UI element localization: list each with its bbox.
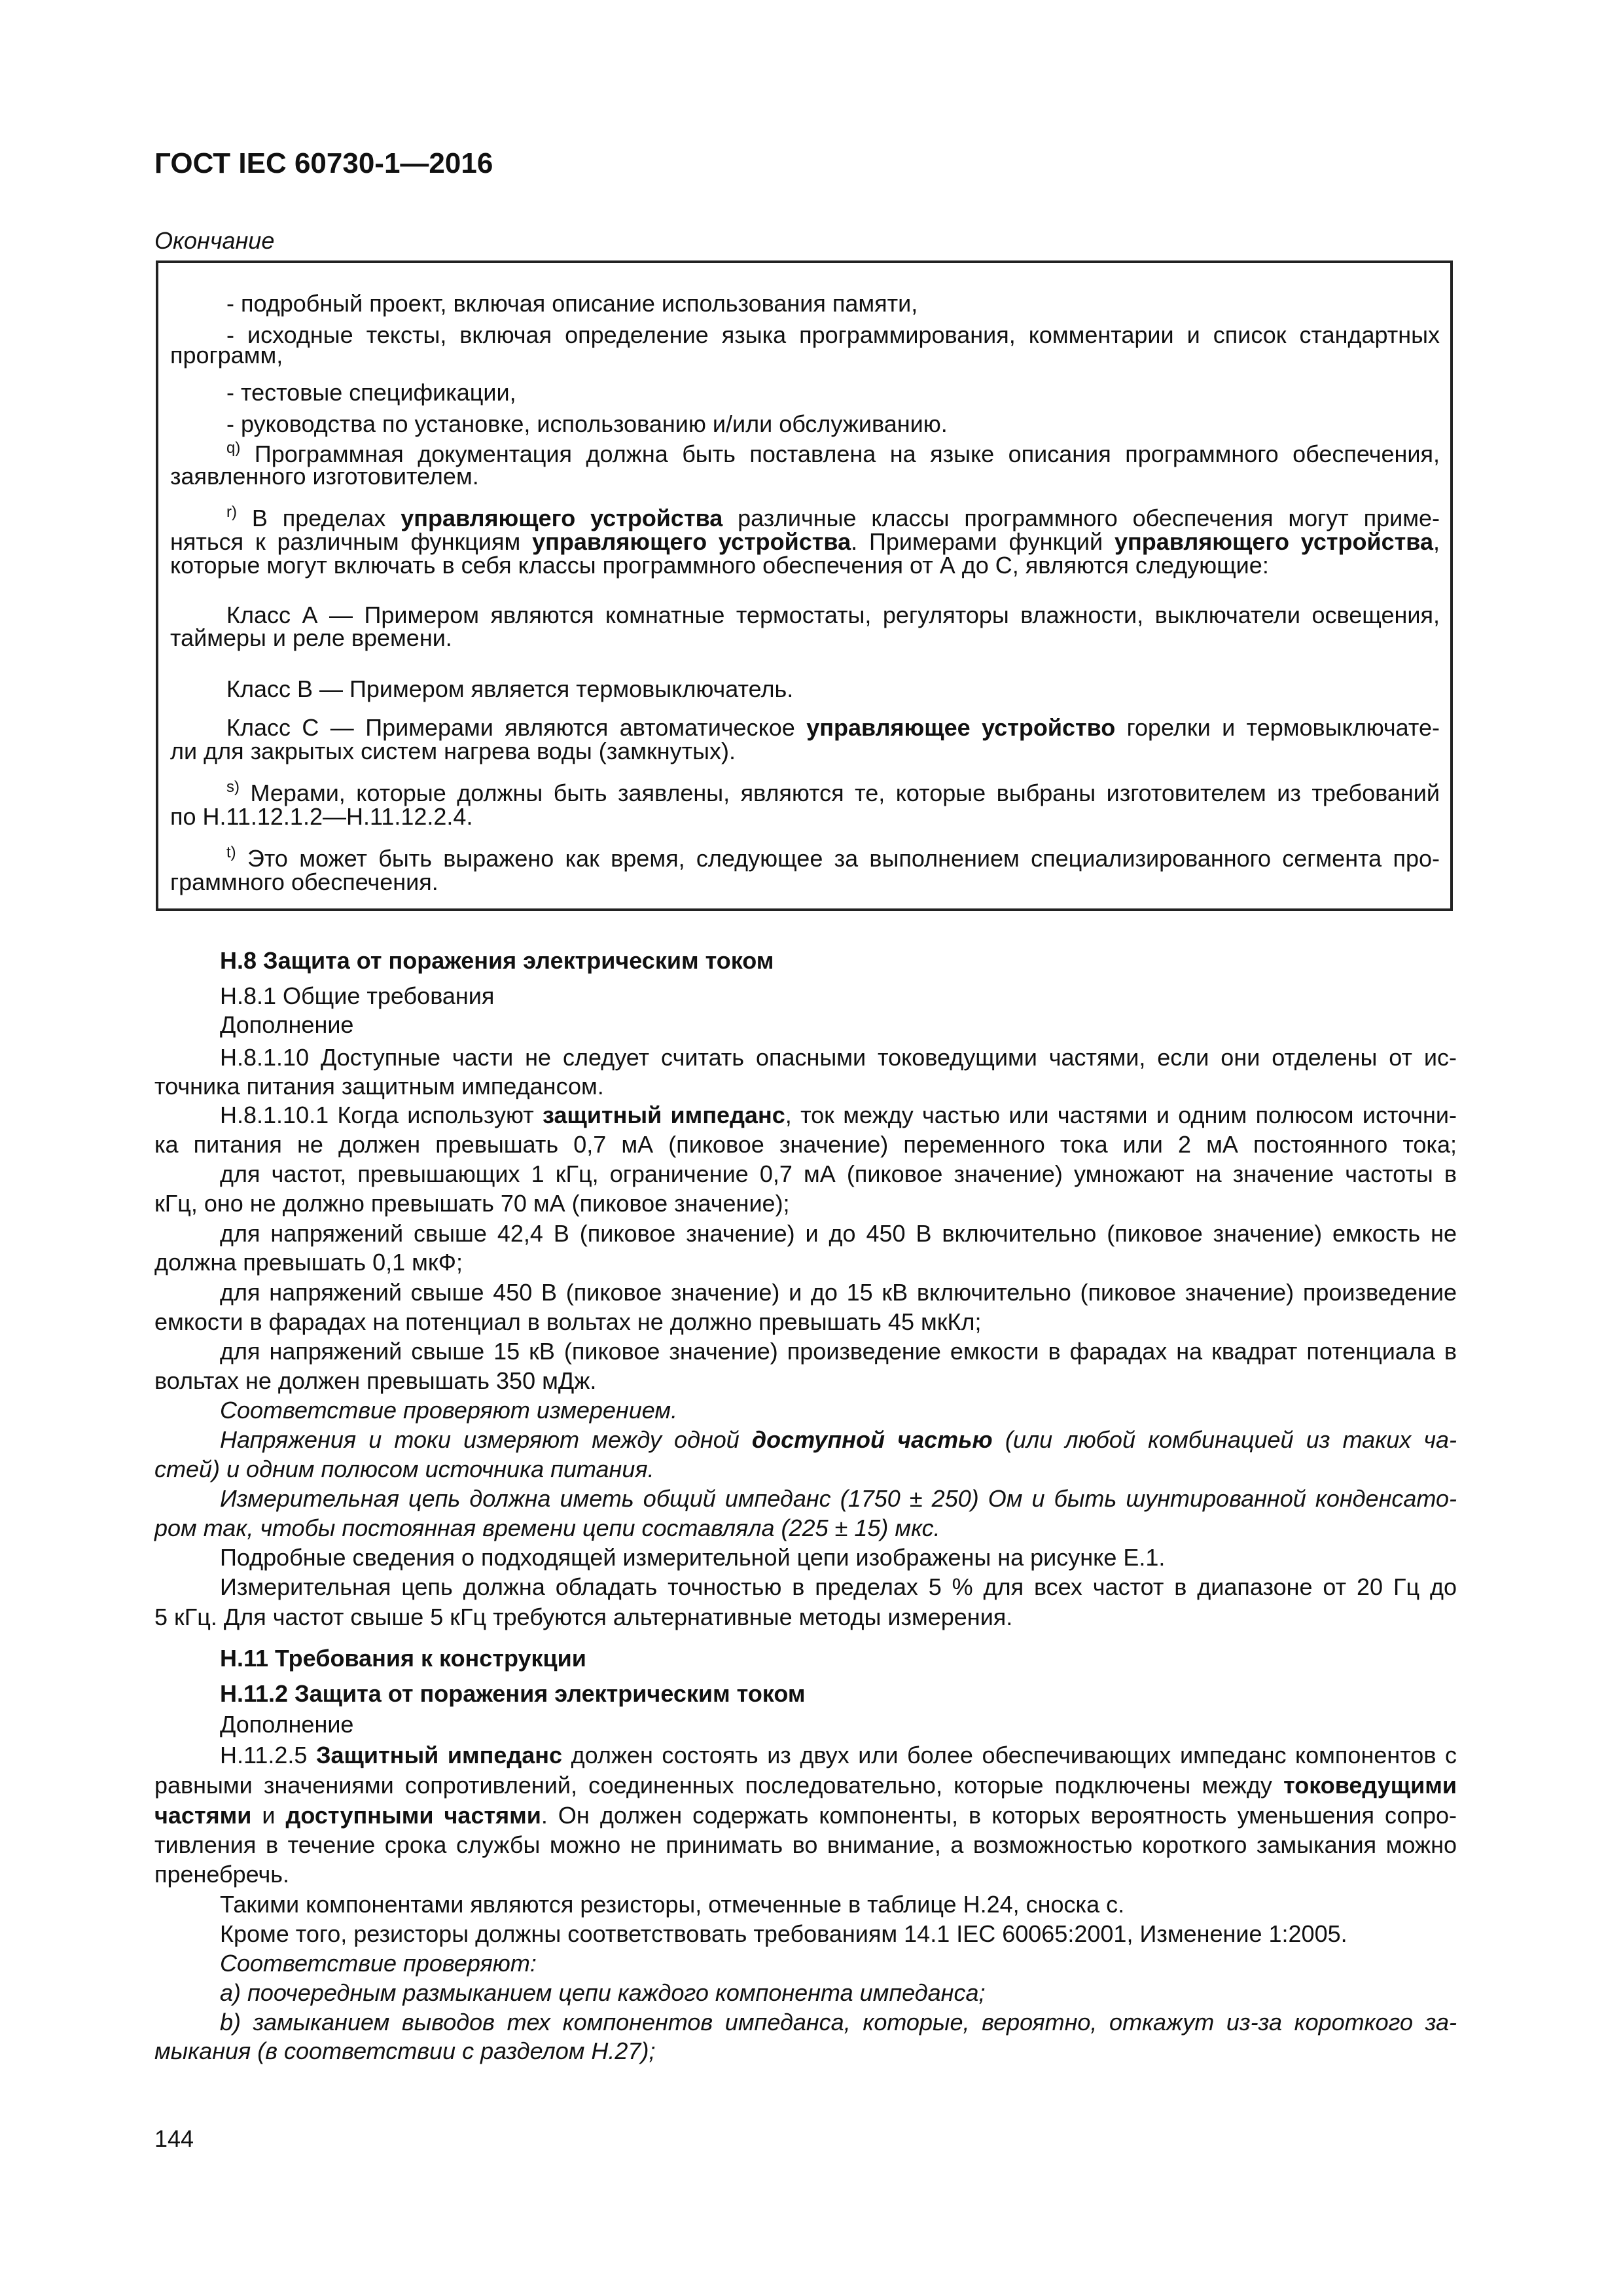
body-line-12: емкости в фарадах на потенциал в вольтах не должно превышать 45 мкКл; <box>154 1308 982 1335</box>
defined-term: частями <box>154 1802 252 1829</box>
body-line-35: b) замыканием выводов тех компонентов импеданса, которые, вероятно, откажут из-за короткого за- <box>220 2009 1457 2036</box>
body-line-19: ром так, чтобы постоянная времени цепи составляла (225 ± 15) мкс. <box>154 1515 940 1541</box>
body-line-34: а) поочередным размыканием цепи каждого компонента импеданса; <box>220 1979 986 2006</box>
text-run: , ток между частью или частями и одним полюсом источни- <box>785 1102 1457 1128</box>
footnote-line-6: заявленного изготовителем. <box>170 463 479 490</box>
body-line-7: для частот, превышающих 1 кГц, ограничение 0,7 мА (пиковое значение) умножают на значение частоты в <box>220 1160 1457 1187</box>
body-line-4: точника питания защитным импедансом. <box>154 1073 604 1100</box>
defined-term: защитный импеданс <box>543 1102 785 1128</box>
text-run: , <box>1433 528 1440 555</box>
footnote-line-9: которые могут включать в себя классы программного обеспечения от А до С, являются следующие: <box>170 552 1269 579</box>
defined-term: управляющего устройства <box>532 528 851 555</box>
footnote-line-12: Класс В — Примером является термовыключатель. <box>226 675 794 702</box>
body-line-6: ка питания не должен превышать 0,7 мА (пиковое значение) переменного тока или 2 мА постоянного тока; <box>154 1131 1457 1158</box>
text-run: должен состоять из двух или более обеспечивающих импеданс компонентов с <box>562 1742 1457 1768</box>
page-number: 144 <box>154 2125 194 2152</box>
footnote-line-10: Класс А — Примером являются комнатные термостаты, регуляторы влажности, выключатели освещения, <box>226 601 1440 628</box>
footnote-line-2: программ, <box>170 342 283 368</box>
footnote-marker: s) <box>226 778 240 796</box>
body-line-36: мыкания (в соответствии с разделом Н.27); <box>154 2037 656 2064</box>
footnote-line-0: - подробный проект, включая описание использования памяти, <box>226 290 918 317</box>
body-line-1: Н.8.1 Общие требования <box>220 982 495 1009</box>
footnote-line-1: - исходные тексты, включая определение языка программирования, комментарии и список стандартных <box>226 321 1440 348</box>
body-line-28 <box>154 1801 1457 1830</box>
text-run: (или любой комбинацией из таких ча- <box>992 1426 1457 1453</box>
text-run: В пределах <box>236 505 401 531</box>
defined-term: управляющее устройство <box>806 714 1116 741</box>
footnote-marker: q) <box>226 439 241 457</box>
text-run: Н.11.2.5 <box>220 1742 316 1768</box>
body-line-24: Н.11.2 Защита от поражения электрическим током <box>220 1680 806 1707</box>
footnote-line-11: таймеры и реле времени. <box>170 624 452 651</box>
footnote-line-16: по Н.11.12.1.2—Н.11.12.2.4. <box>170 803 473 830</box>
body-line-22: 5 кГц. Для частот свыше 5 кГц требуются альтернативные методы измерения. <box>154 1604 1013 1630</box>
footnote-line-3: - тестовые спецификации, <box>226 379 516 406</box>
body-line-10: должна превышать 0,1 мкФ; <box>154 1249 463 1276</box>
body-line-25: Дополнение <box>220 1711 354 1738</box>
text-run: горелки и термовыключате- <box>1115 714 1440 741</box>
body-line-30: пренебречь. <box>154 1861 290 1888</box>
text-run: различные классы программного обеспечения могут приме- <box>722 505 1440 531</box>
text-run: и <box>251 1802 286 1829</box>
body-line-9: для напряжений свыше 42,4 В (пиковое значение) и до 450 В включительно (пиковое значение) емкость не <box>220 1220 1457 1247</box>
body-line-14: вольтах не должен превышать 350 мДж. <box>154 1367 597 1394</box>
footnote-line-4: - руководства по установке, использованию и/или обслуживанию. <box>226 410 948 437</box>
body-line-5 <box>220 1101 1457 1130</box>
body-line-17: стей) и одним полюсом источника питания. <box>154 1456 654 1482</box>
body-line-2: Дополнение <box>220 1011 354 1038</box>
defined-term: токоведущими <box>1283 1772 1457 1799</box>
body-line-0: Н.8 Защита от поражения электрическим током <box>220 947 774 974</box>
text-run: Напряжения и токи измеряют между одной <box>220 1426 752 1453</box>
body-line-8: кГц, оно не должно превышать 70 мА (пиковое значение); <box>154 1190 790 1217</box>
body-line-13: для напряжений свыше 15 кВ (пиковое значение) произведение емкости в фарадах на квадрат потенциала в <box>220 1338 1457 1365</box>
text-run: Н.8.1.10.1 Когда используют <box>220 1102 543 1128</box>
body-line-29: тивления в течение срока службы можно не принимать во внимание, а возможностью короткого замыкания можно <box>154 1831 1457 1858</box>
text-run: Класс С — Примерами являются автоматическое <box>226 714 807 741</box>
body-line-23: Н.11 Требования к конструкции <box>220 1645 586 1672</box>
defined-term: доступной частью <box>751 1426 993 1453</box>
footnote-marker: r) <box>226 503 237 521</box>
footnote-line-17: $^{t)}$ Это может быть выражено как время, следующее за выполнением специализированного сегмента про- <box>226 844 1440 872</box>
footnote-line-15: $^{s)}$ Мерами, которые должны быть заявлены, являются те, которые выбраны изготовителем из требований <box>226 778 1440 806</box>
body-line-20: Подробные сведения о подходящей измерительной цепи изображены на рисунке Е.1. <box>220 1544 1166 1571</box>
body-line-26 <box>220 1741 1457 1770</box>
footnote-line-18: граммного обеспечения. <box>170 869 438 895</box>
document-title: ГОСТ IEC 60730-1—2016 <box>154 147 493 179</box>
body-line-11: для напряжений свыше 450 В (пиковое значение) и до 15 кВ включительно (пиковое значение) произведение <box>220 1279 1457 1306</box>
table-continuation-label: Окончание <box>154 227 275 254</box>
body-line-21: Измерительная цепь должна обладать точностью в пределах 5 % для всех частот в диапазоне от 20 Гц до <box>220 1573 1457 1600</box>
footnote-line-5: $^{q)}$ Программная документация должна быть поставлена на языке описания программного обеспечения, <box>226 439 1440 467</box>
text-run: равными значениями сопротивлений, соединенных последовательно, которые подключены между <box>154 1772 1284 1799</box>
body-line-33: Соответствие проверяют: <box>220 1950 537 1977</box>
body-line-27 <box>154 1771 1457 1800</box>
body-line-18: Измерительная цепь должна иметь общий импеданс (1750 ± 250) Ом и быть шунтированной конденсато- <box>220 1485 1457 1512</box>
text-run: няться к различным функциям <box>170 528 533 555</box>
body-line-31: Такими компонентами являются резисторы, отмеченные в таблице Н.24, сноска с. <box>220 1891 1125 1918</box>
defined-term: управляющего устройства <box>401 505 723 531</box>
defined-term: доступными частями <box>285 1802 541 1829</box>
body-line-15: Соответствие проверяют измерением. <box>220 1397 678 1424</box>
footnote-marker: t) <box>226 844 236 861</box>
body-line-32: Кроме того, резисторы должны соответствовать требованиям 14.1 IEC 60065:2001, Изменение 1:2005. <box>220 1920 1347 1947</box>
footnote-line-14: ли для закрытых систем нагрева воды (замкнутых). <box>170 738 736 764</box>
body-line-3: Н.8.1.10 Доступные части не следует считать опасными токоведущими частями, если они отделены от ис- <box>220 1044 1457 1071</box>
defined-term: управляющего устройства <box>1114 528 1433 555</box>
body-line-16 <box>220 1426 1457 1454</box>
text-run: . Он должен содержать компоненты, в которых вероятность уменьшения сопро- <box>541 1802 1457 1829</box>
defined-term: Защитный импеданс <box>315 1742 563 1768</box>
text-run: . Примерами функций <box>851 528 1115 555</box>
